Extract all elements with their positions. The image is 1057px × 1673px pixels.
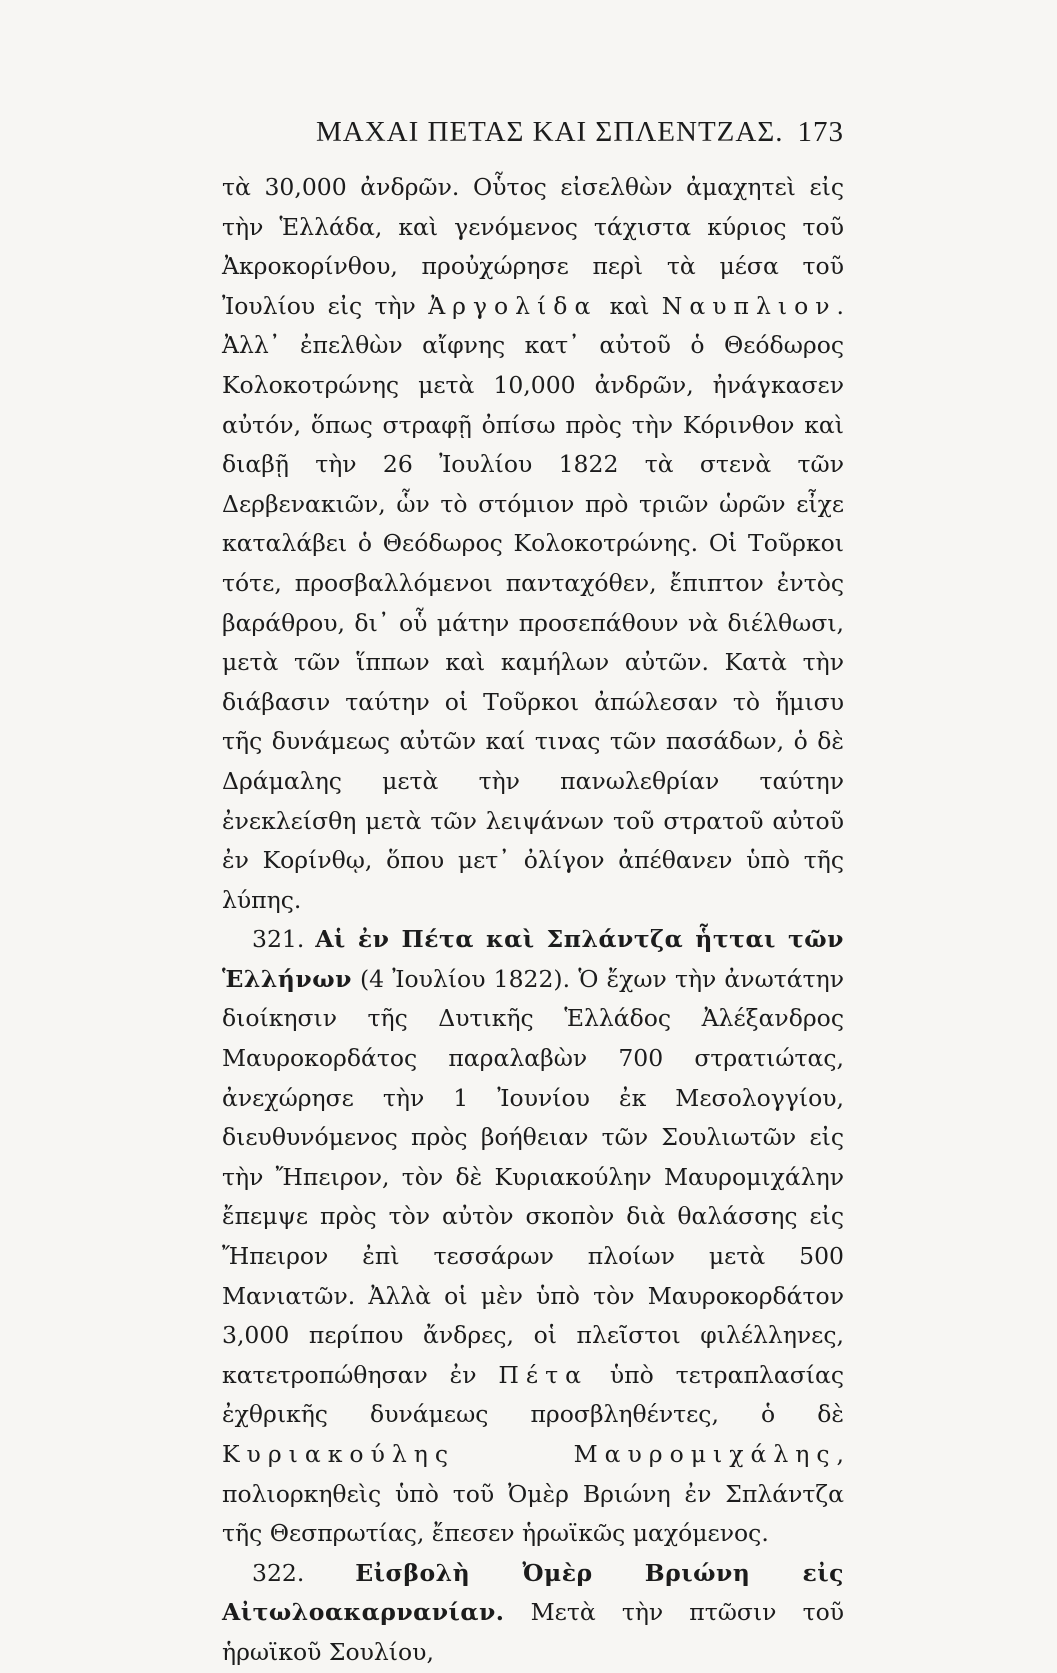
section-heading: Εἰσβολὴ Ὀμὲρ Βριώνη εἰς Αἰτωλοακαρνανίαν.	[222, 1558, 844, 1627]
body-text	[222, 168, 844, 1673]
spaced-place-name: Ἀργολίδα	[428, 291, 598, 320]
section-322: 322. Εἰσβολὴ Ὀμὲρ Βριώνη εἰς Αἰτωλοακαρνανίαν. Μετὰ τὴν πτῶσιν τοῦ ἡρωϊκοῦ Σουλίου,	[222, 1558, 844, 1666]
spaced-place-name: Ναυπλιον	[661, 291, 837, 320]
page-number: 173	[797, 116, 844, 148]
spaced-place-name: Πέτα	[498, 1360, 588, 1389]
running-header	[222, 112, 844, 152]
chapter-title: ΜΑΧΑΙ ΠΕΤΑΣ ΚΑΙ ΣΠΛΕΝΤΖΑΣ.	[316, 116, 784, 148]
spaced-person-name: Κυριακούλης Μαυρομιχάλης	[222, 1440, 837, 1468]
paragraph-continuation: τὰ 30,000 ἀνδρῶν. Οὗτος εἰσελθὼν ἀμαχητεὶ εἰς τὴν Ἑλλάδα, καὶ γενόμενος τάχιστα κύριος τοῦ Ἀκροκορίνθου, προὐχώρησε περὶ τὰ μέσα τοῦ Ἰουλίου εἰς τὴν Ἀργολίδα καὶ Ναυπλιον. Ἀλλ᾽ ἐπελθὼν αἴφνης κατ᾽ αὐτοῦ ὁ Θεόδωρος Κολοκοτρώνης μετὰ 10,000 ἀνδρῶν, ἠνάγκασεν αὐτόν, ὅπως στραφῇ ὀπίσω πρὸς τὴν Κόρινθον καὶ διαβῇ τὴν 26 Ἰουλίου 1822 τὰ στενὰ τῶν Δερβενακιῶν, ὧν τὸ στόμιον πρὸ τριῶν ὡρῶν εἶχε καταλάβει ὁ Θεόδωρος Κολοκοτρώνης. Οἱ Τοῦρκοι τότε, προσβαλλόμενοι πανταχόθεν, ἔπιπτον ἐντὸς βαράθρου, δι᾽ οὗ μάτην προσεπάθουν νὰ διέλθωσι, μετὰ τῶν ἵππων καὶ καμήλων αὐτῶν. Κατὰ τὴν διάβασιν ταύτην οἱ Τοῦρκοι ἀπώλεσαν τὸ ἥμισυ τῆς δυνάμεως αὐτῶν καί τινας τῶν πασάδων, ὁ δὲ Δράμαλης μετὰ τὴν πανωλεθρίαν ταύτην ἐνεκλείσθη μετὰ τῶν λειψάνων τοῦ στρατοῦ αὐτοῦ ἐν Κορίνθῳ, ὅπου μετ᾽ ὀλίγον ἀπέθανεν ὑπὸ τῆς λύπης.	[222, 173, 844, 914]
section-number: 321.	[252, 925, 305, 954]
section-321: 321. Αἱ ἐν Πέτα καὶ Σπλάντζα ἧτται τῶν Ἑλλήνων (4 Ἰουλίου 1822). Ὁ ἔχων τὴν ἀνωτάτην διοίκησιν τῆς Δυτικῆς Ἑλλάδος Ἀλέξανδρος Μαυροκορδάτος παραλαβὼν 700 στρατιώτας, ἀνεχώρησε τὴν 1 Ἰουνίου ἐκ Μεσολογγίου, διευθυνόμενος πρὸς βοήθειαν τῶν Σουλιωτῶν εἰς τὴν Ἤπειρον, τὸν δὲ Κυριακούλην Μαυρομιχάλην ἔπεμψε πρὸς τὸν αὐτὸν σκοπὸν διὰ θαλάσσης εἰς Ἤπειρον ἐπὶ τεσσάρων πλοίων μετὰ 500 Μανιατῶν. Ἀλλὰ οἱ μὲν ὑπὸ τὸν Μαυροκορδάτον 3,000 περίπου ἄνδρες, οἱ πλεῖστοι φιλέλληνες, κατετροπώθησαν ἐν Πέτα ὑπὸ τετραπλασίας ἐχθρικῆς δυνάμεως προσβληθέντες, ὁ δὲ Κυριακούλης Μαυρομιχάλης, πολιορκηθεὶς ὑπὸ τοῦ Ὀμὲρ Βριώνη ἐν Σπλάντζα τῆς Θεσπρωτίας, ἔπεσεν ἡρωϊκῶς μαχόμενος.	[222, 925, 844, 1548]
section-heading: Αἱ ἐν Πέτα καὶ Σπλάντζα ἧτται τῶν Ἑλλήνων	[222, 925, 844, 993]
section-number: 322.	[252, 1558, 305, 1587]
